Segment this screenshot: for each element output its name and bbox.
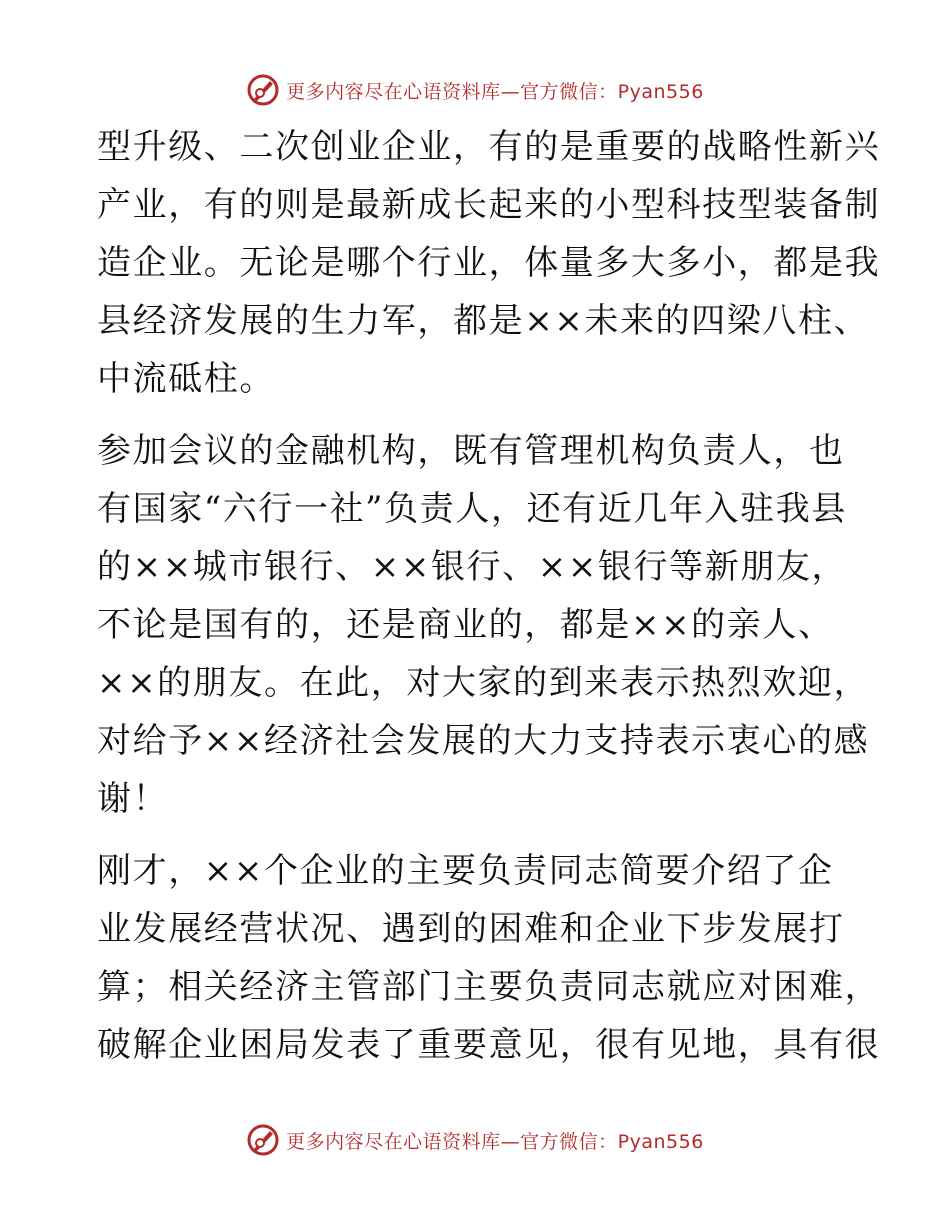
document-body [97,118,881,1074]
text-line: 参加会议的金融机构，既有管理机构负责人，也 [97,431,845,471]
text-line: 破解企业困局发表了重要意见，很有见地，具有很 [97,1025,881,1065]
watermark-text: 更多内容尽在心语资料库—官方微信：Pyan556 [286,80,704,103]
text-line: 不论是国有的，还是商业的，都是××的亲人、 [97,605,834,645]
text-line: 县经济发展的生力军，都是××未来的四梁八柱、 [97,301,870,341]
text-line: ××的朋友。在此，对大家的到来表示热烈欢迎， [97,663,870,703]
paragraph-1 [97,118,881,408]
text-line: 业发展经营状况、遇到的困难和企业下步发展打 [97,909,845,949]
text-line: 的××城市银行、××银行、××银行等新朋友， [97,547,848,587]
paragraph-3 [97,842,881,1074]
text-line: 有国家“六行一社”负责人，还有近几年入驻我县 [97,489,847,529]
watermark-text: 更多内容尽在心语资料库—官方微信：Pyan556 [286,1130,704,1153]
text-line: 产业，有的则是最新成长起来的小型科技型装备制 [97,185,881,225]
text-line: 谢！ [97,779,169,819]
text-line: 刚才，××个企业的主要负责同志简要介绍了企 [97,851,834,891]
footer-watermark [0,1120,950,1160]
pen-logo-icon [246,1123,280,1157]
text-line: 型升级、二次创业企业，有的是重要的战略性新兴 [97,127,881,167]
pen-logo-icon [246,73,280,107]
text-line: 中流砥柱。 [97,359,275,399]
text-line: 算；相关经济主管部门主要负责同志就应对困难， [97,967,881,1007]
text-line: 造企业。无论是哪个行业，体量多大多小，都是我 [97,243,881,283]
header-watermark [0,70,950,110]
text-line: 对给予××经济社会发展的大力支持表示衷心的感 [97,721,870,761]
paragraph-2 [97,422,870,828]
